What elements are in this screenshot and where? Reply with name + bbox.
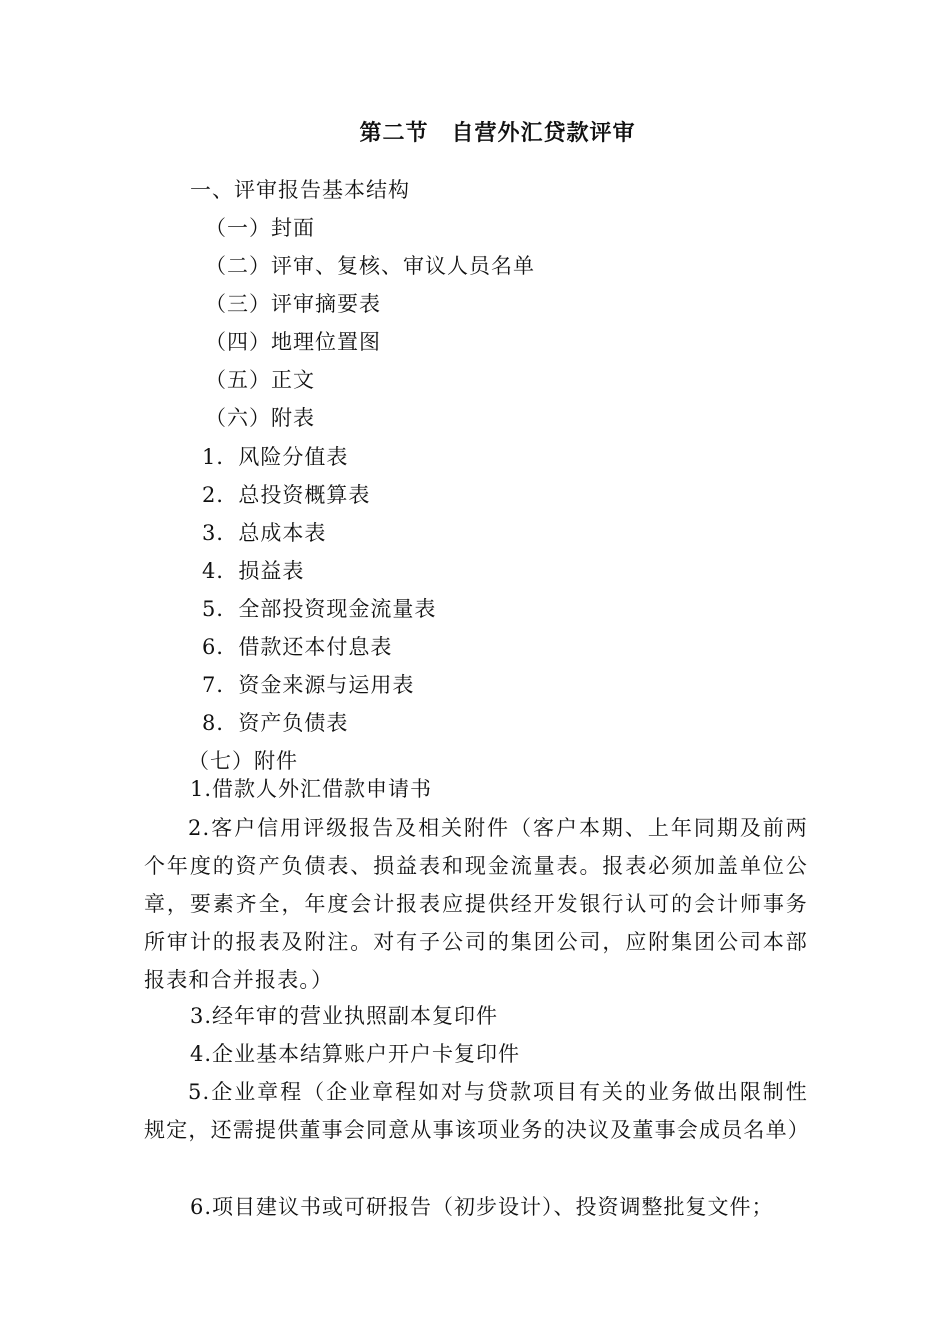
table-item: 7．资金来源与运用表: [202, 673, 415, 697]
sub-item-cover: （一）封面: [205, 216, 315, 240]
attachment-paragraph: 5.企业章程（企业章程如对与贷款项目有关的业务做出限制性规定，还需提供董事会同意从事该项业务的决议及董事会成员名单）: [144, 1080, 810, 1142]
table-item: 1．风险分值表: [202, 445, 349, 469]
attachment-paragraph: 2.客户信用评级报告及相关附件（客户本期、上年同期及前两个年度的资产负债表、损益表和现金流量表。报表必须加盖单位公章，要素齐全，年度会计报表应提供经开发银行认可的会计师事务所审计的报表及附注。对有子公司的集团公司，应附集团公司本部报表和合并报表。）: [144, 816, 808, 992]
table-item: 6．借款还本付息表: [202, 635, 393, 659]
sub-item-location-map: （四）地理位置图: [205, 330, 381, 354]
sub-item-body: （五）正文: [205, 368, 315, 392]
sub-item-personnel: （二）评审、复核、审议人员名单: [205, 254, 535, 278]
attachment-item: 6.项目建议书或可研报告（初步设计）、投资调整批复文件；: [190, 1195, 774, 1219]
attachment-item: 4.企业基本结算账户开户卡复印件: [190, 1042, 521, 1066]
page-title: 第二节 自营外汇贷款评审: [359, 120, 636, 146]
table-item: 3．总成本表: [202, 521, 327, 545]
table-item: 2．总投资概算表: [202, 483, 371, 507]
table-item: 4．损益表: [202, 559, 305, 583]
attachment-item: 3.经年审的营业执照副本复印件: [190, 1004, 499, 1028]
sub-item-summary: （三）评审摘要表: [205, 292, 381, 316]
table-item: 5．全部投资现金流量表: [202, 597, 437, 621]
attachments-heading: （七）附件: [188, 749, 298, 773]
table-item: 8．资产负债表: [202, 711, 349, 735]
attachment-item: 1.借款人外汇借款申请书: [190, 777, 433, 801]
section-heading: 一、评审报告基本结构: [190, 178, 410, 202]
sub-item-schedules: （六）附表: [205, 406, 315, 430]
